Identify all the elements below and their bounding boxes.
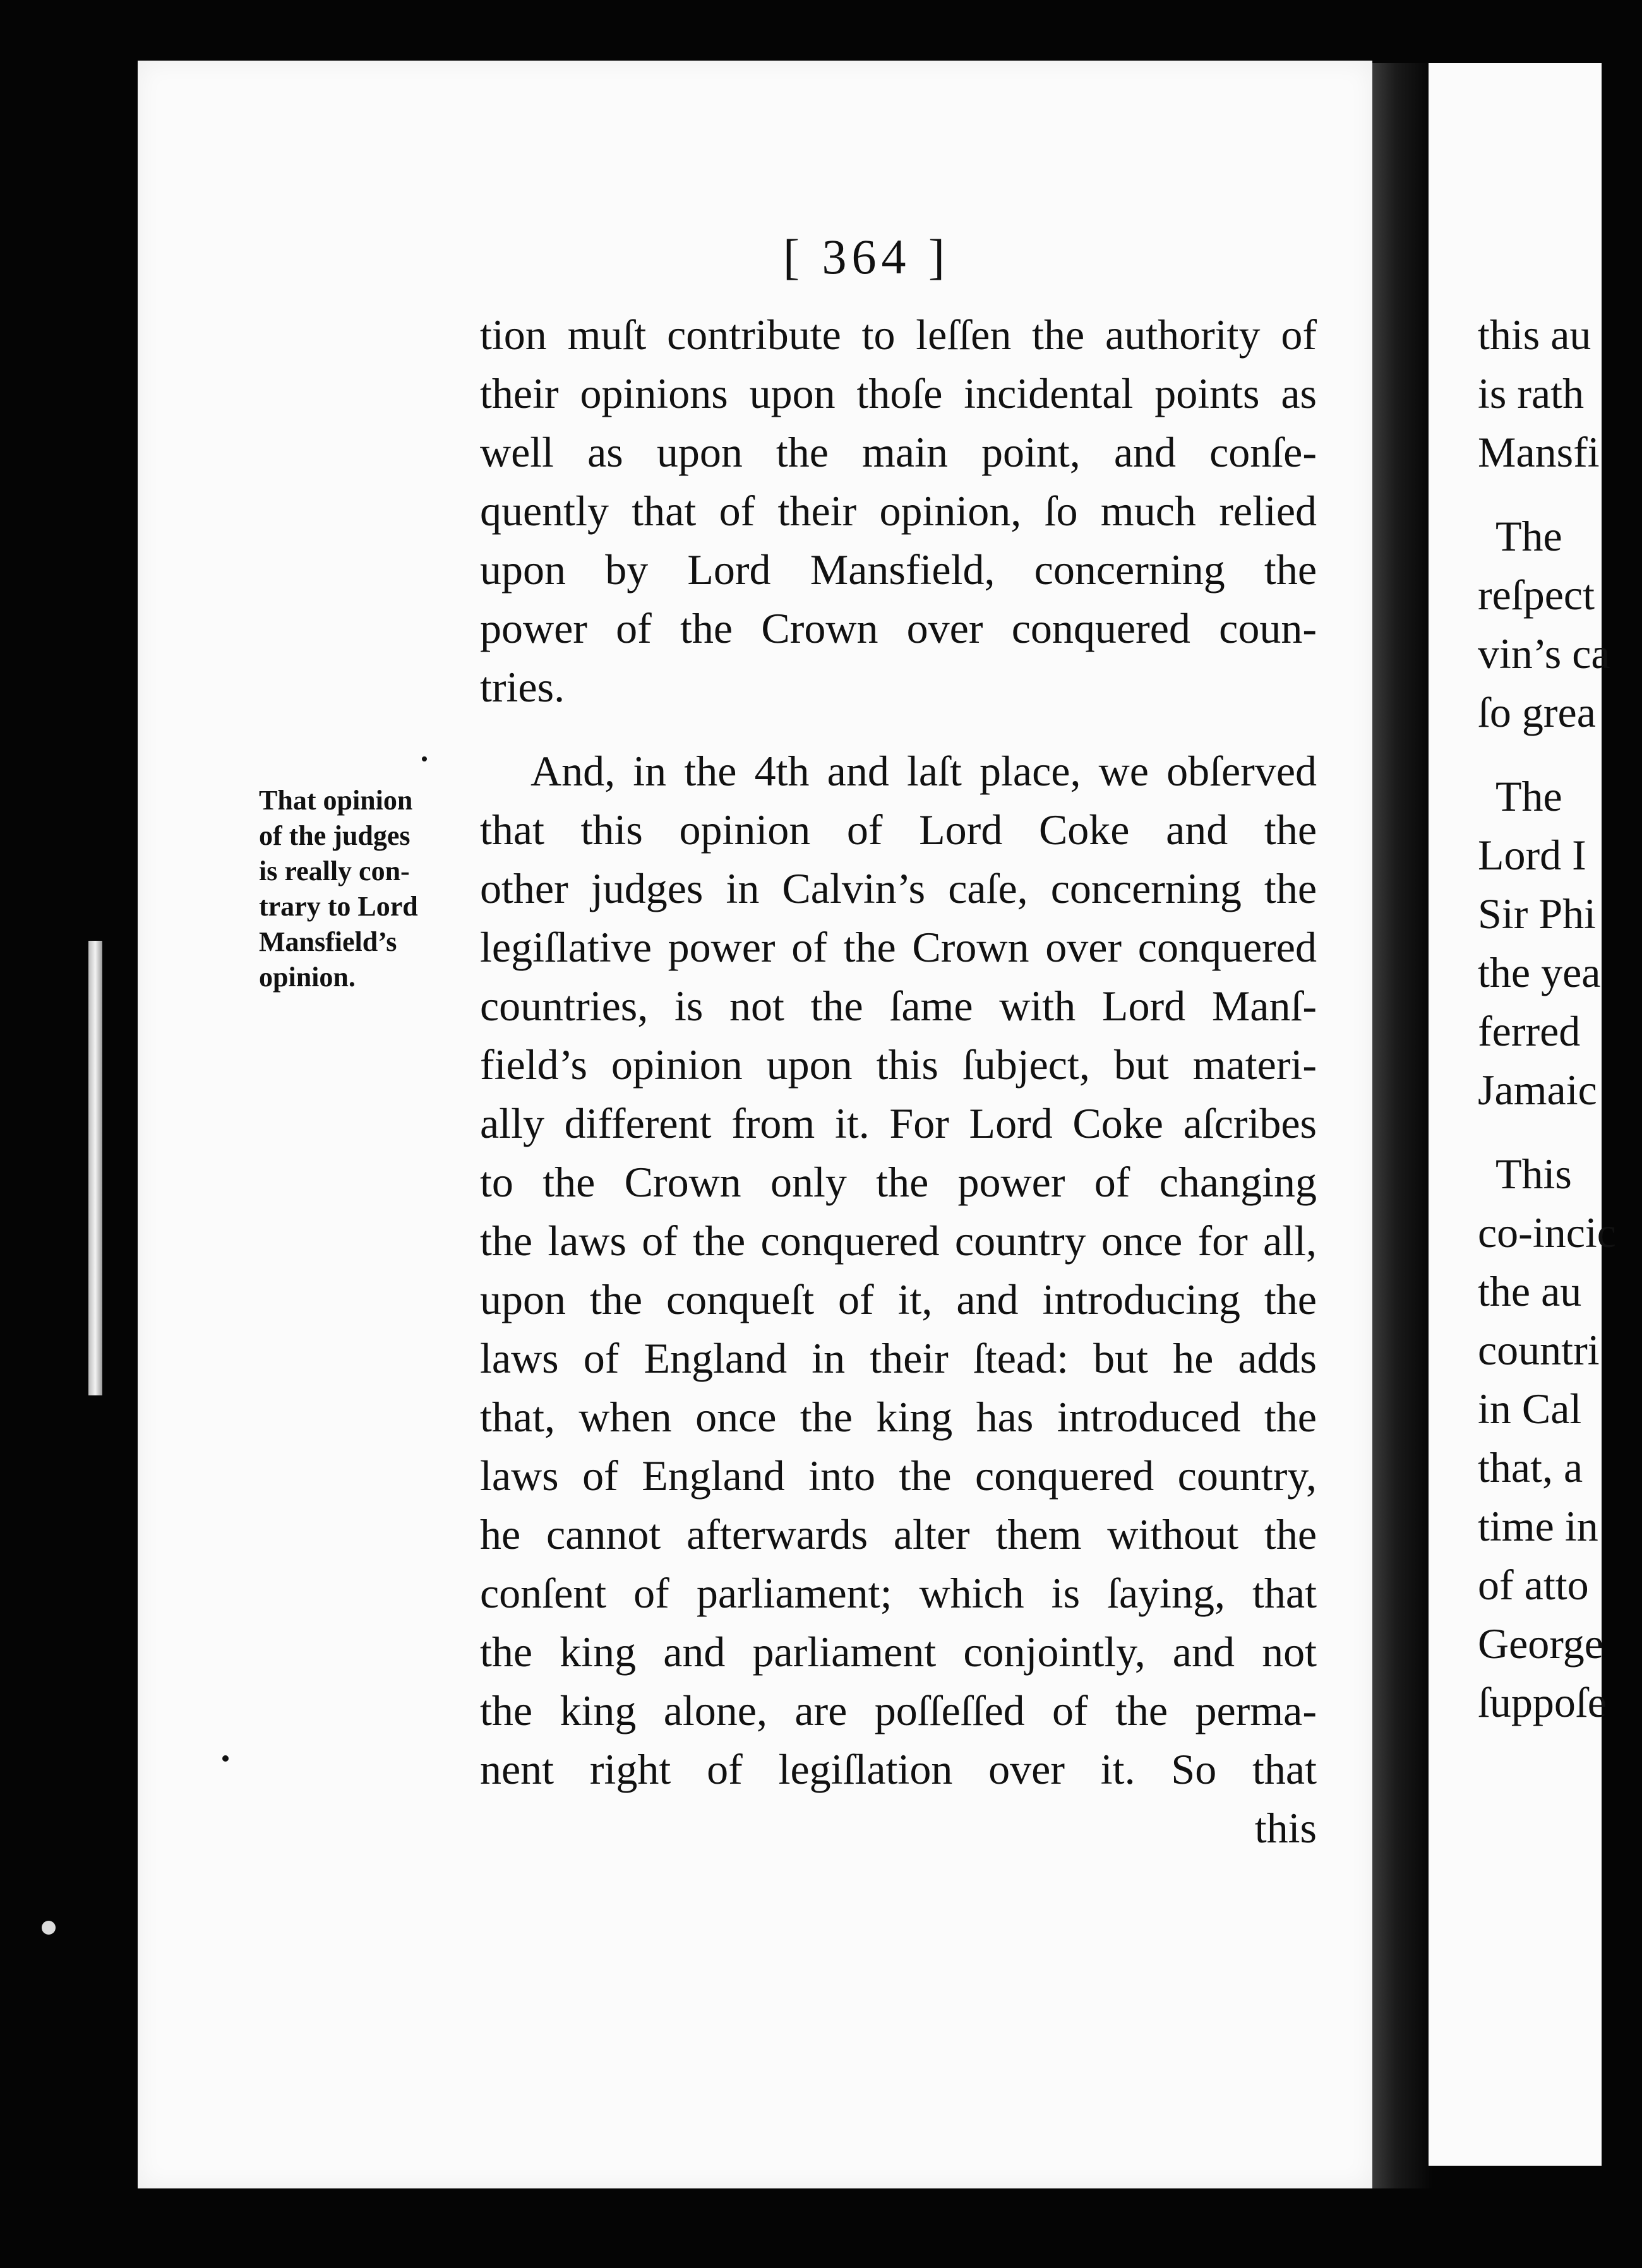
ink-speck <box>42 1921 56 1935</box>
facing-line: Sir Phi <box>1478 890 1597 938</box>
page-number: [ 364 ] <box>783 229 950 284</box>
facing-line: Lord I <box>1478 831 1586 879</box>
text-line: the laws of the conquered country once for all, <box>480 1217 1317 1265</box>
text-line: legiſlative power of the Crown over conquered <box>480 923 1317 971</box>
paragraph-gap <box>480 717 1317 742</box>
text-line: tries. <box>480 663 565 711</box>
facing-line: reſpect <box>1478 571 1595 619</box>
facing-page-text <box>1478 306 1642 1732</box>
facing-line: The <box>1495 772 1562 820</box>
main-text-block <box>480 306 1317 1858</box>
facing-line: is rath <box>1478 369 1585 417</box>
text-line: And, in the 4th and laſt place, we obſerved <box>530 747 1317 795</box>
text-line: laws of England in their ſtead: but he adds <box>480 1334 1317 1382</box>
margin-note-line: of the judges <box>259 820 410 851</box>
text-line: their opinions upon thoſe incidental points as <box>480 369 1317 417</box>
margin-note-line: opinion. <box>259 962 356 993</box>
text-line: conſent of parliament; which is ſaying, that <box>480 1569 1317 1617</box>
text-line: the king alone, are poſſeſſed of the perma- <box>480 1686 1317 1734</box>
text-line: nent right of legiſlation over it. So that <box>480 1745 1317 1793</box>
ink-speck <box>222 1755 229 1762</box>
text-line: upon the conqueſt of it, and introducing the <box>480 1275 1317 1323</box>
ink-speck <box>422 756 427 761</box>
facing-line: in Cal <box>1478 1385 1582 1433</box>
text-line: that this opinion of Lord Coke and the <box>480 806 1317 854</box>
facing-line: co-incic <box>1478 1209 1616 1256</box>
facing-line: of atto <box>1478 1561 1589 1609</box>
facing-line: This <box>1495 1150 1572 1198</box>
facing-line: Jamaic <box>1478 1066 1597 1114</box>
facing-line: that, a <box>1478 1443 1583 1491</box>
facing-line: this au <box>1478 311 1591 359</box>
facing-line: ſuppoſe <box>1478 1678 1607 1726</box>
margin-note-line: is really con- <box>259 856 410 886</box>
facing-line: George <box>1478 1620 1603 1668</box>
text-line: field’s opinion upon this ſubject, but materi- <box>480 1041 1317 1089</box>
facing-line: Mansfi <box>1478 428 1600 476</box>
text-line: laws of England into the conquered country, <box>480 1452 1317 1500</box>
page-edge-strip <box>88 941 102 1395</box>
text-line: quently that of their opinion, ſo much relied <box>480 487 1317 535</box>
text-line: he cannot afterwards alter them without the <box>480 1510 1317 1558</box>
margin-note <box>259 783 461 995</box>
margin-note-line: That opinion <box>259 785 413 816</box>
text-line: countries, is not the ſame with Lord Manſ- <box>480 982 1317 1030</box>
text-line: that, when once the king has introduced the <box>480 1393 1317 1441</box>
facing-gap <box>1478 1119 1642 1145</box>
facing-line: The <box>1495 512 1562 560</box>
margin-note-line: trary to Lord <box>259 891 418 922</box>
text-line: tion muſt contribute to leſſen the authority of <box>480 311 1317 359</box>
book-gutter <box>1372 63 1432 2188</box>
text-line: power of the Crown over conquered coun- <box>480 604 1317 652</box>
facing-line: the yea <box>1478 948 1601 996</box>
text-line: the king and parliament conjointly, and not <box>480 1628 1317 1676</box>
margin-note-line: Mansfield’s <box>259 926 397 957</box>
facing-line: time in <box>1478 1502 1598 1550</box>
facing-gap <box>1478 482 1642 507</box>
text-line: to the Crown only the power of changing <box>480 1158 1317 1206</box>
text-line: upon by Lord Mansfield, concerning the <box>480 546 1317 594</box>
catchword: this <box>1254 1804 1317 1852</box>
facing-gap <box>1478 742 1642 767</box>
facing-line: ferred <box>1478 1007 1581 1055</box>
facing-line: vin’s ca <box>1478 630 1610 677</box>
facing-line: the au <box>1478 1267 1582 1315</box>
facing-line: countri <box>1478 1326 1600 1374</box>
facing-line: ſo grea <box>1478 688 1596 736</box>
text-line: well as upon the main point, and conſe- <box>480 428 1317 476</box>
text-line: other judges in Calvin’s caſe, concerning the <box>480 864 1317 912</box>
text-line: ally different from it. For Lord Coke aſcribes <box>480 1099 1317 1147</box>
